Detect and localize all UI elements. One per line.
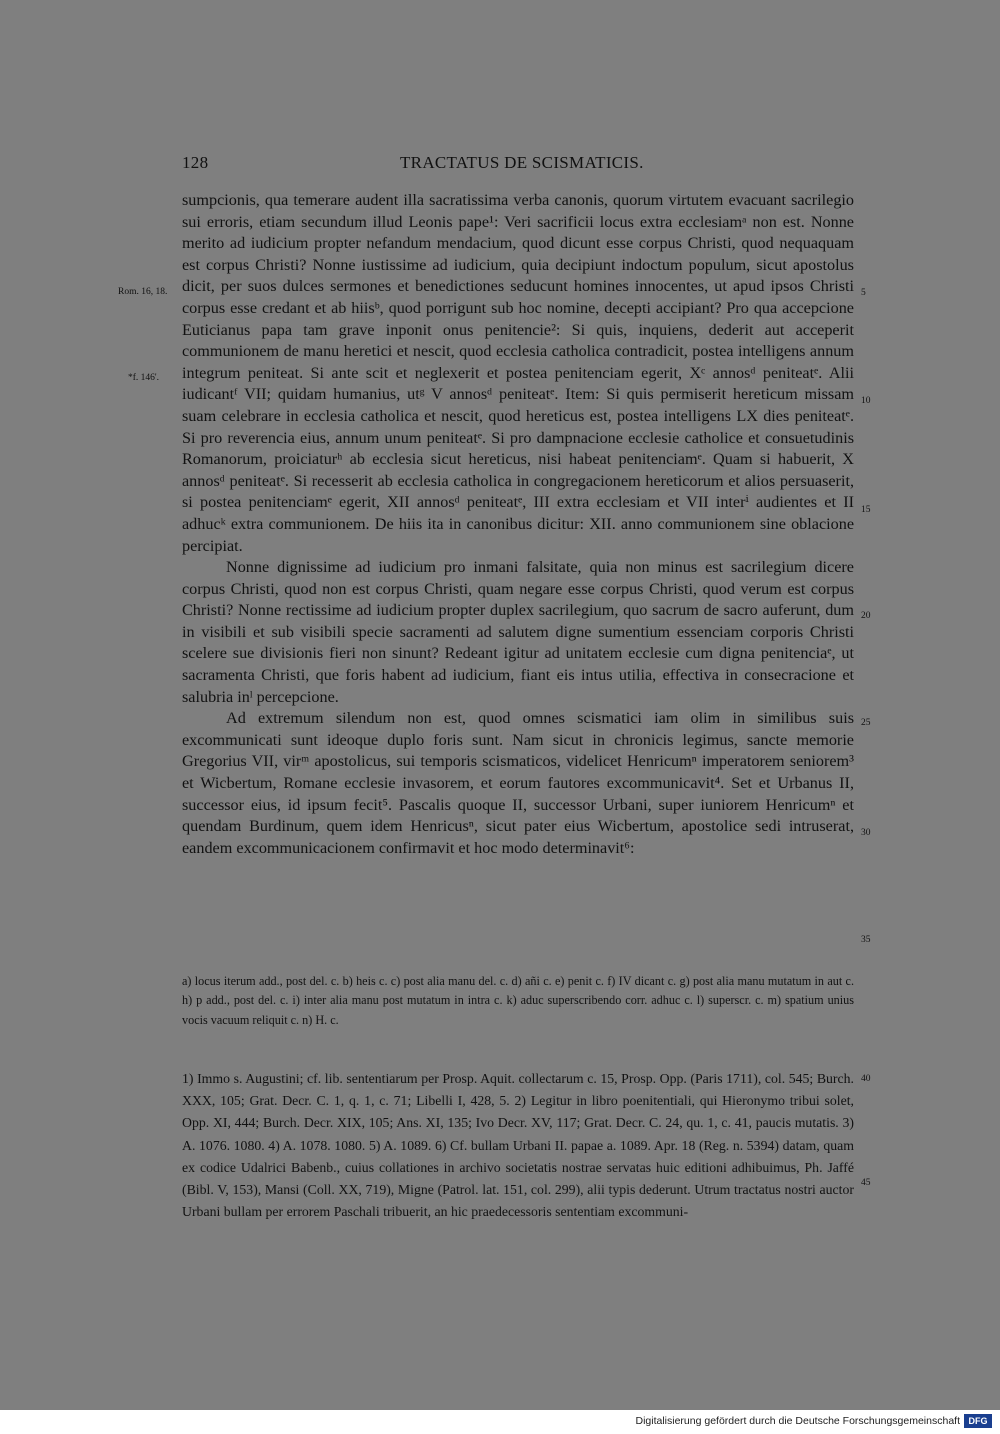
running-title: TRACTATUS DE SCISMATICIS. — [400, 153, 644, 172]
critical-apparatus — [182, 972, 854, 1030]
critical-notes: a) locus iterum add., post del. c. b) heis c. c) post alia manu del. c. d) añi c. e) penit c. f) IV dicant c. g) post alia manu mutatum in aut c. h) p add., post del. c. i) inter alia manu post mutatum in intra c. k) aduc superscribendo corr. adhuc c. l) superscr. c. m) spatium unius vocis vacuum reliquit c. n) H. c. — [182, 974, 854, 1027]
source-notes: 1) Immo s. Augustini; cf. lib. sententiarum per Prosp. Aquit. collectarum c. 15, Prosp. Opp. (Paris 1711), col. 545; Burch. XXX, 105; Grat. Decr. C. 1, q. 1, c. 71; Libelli I, 428, 5. 2) Legitur in libro poenitentiali, qui Hieronymo tribui solet, Opp. XI, 444; Burch. Decr. XIX, 105; Ans. XI, 135; Ivo Decr. XV, 117; Grat. Decr. C. 24, qu. 1, c. 41, paucis mutatis. 3) A. 1076. 1080. 4) A. 1078. 1080. 5) A. 1089. 6) Cf. bullam Urbani II. papae a. 1089. Apr. 18 (Reg. n. 5394) datam, quam ex codice Udalrici Babenb., cuius collationes in archivo societatis nostrae servatas huic editioni adhibuimus, Ph. Jaffé (Bibl. V, 153), Mansi (Coll. XX, 719), Migne (Patrol. lat. 151, col. 299), alii typis dederunt. Utrum tractatus nostri auctor Urbani bullam per errorem Paschali tribuerit, an hic praedecessoris sententiam excommuni- — [182, 1071, 854, 1220]
page-header — [182, 153, 854, 175]
footnote-line-number: 40 — [861, 1074, 871, 1084]
footer-bar — [0, 1410, 1000, 1434]
line-number: 30 — [861, 828, 871, 838]
paragraph: Ad extremum silendum non est, quod omnes scismatici iam olim in similibus suis excommunicati sunt ideoque duplo foris sunt. Nam sicut in chronicis legimus, sancte memorie Gregorius VII, virᵐ apostolicus, sui temporis scismaticos, videlicet Henricumⁿ imperatorem seniorem³ et Wicbertum, Romane ecclesie invasorem, et eorum fautores excommunicavit⁴. Set et Urbanus II, successor eius, id ipsum fecit⁵. Pascalis quoque II, successor Urbani, super iuniorem Henricumⁿ et quendam Burdinum, quem idem Henricusⁿ, sicut pater eius Wicbertum, apostolice sedi intruserat, eandem excommunicacionem confirmavit et hoc modo determinavit⁶: — [182, 709, 854, 857]
line-number: 20 — [861, 611, 871, 621]
margin-note-scripture: Rom. 16, 18. — [118, 287, 168, 297]
dfg-logo: DFG — [964, 1414, 992, 1428]
funding-credit: Digitalisierung gefördert durch die Deutsche Forschungsgemeinschaft — [635, 1415, 960, 1427]
margin-note-folio: *f. 146'. — [128, 373, 160, 383]
paragraph: sumpcionis, qua temerare audent illa sacratissima verba canonis, quorum virtutem evacuant sacrilegio sui erroris, etiam secundum illud Leonis pape¹: Veri sacrificii locus extra ecclesiamᵃ non est. Nonne merito ad iudicium propter nefandum mendacium, quod dicunt esse corpus Christi, quod nequaquam est corpus Christi? Nonne iustissime ad iudicium, quia decipiunt indoctum populum, sicut apostolus dicit, per suos dulces sermones et benedictiones seducunt homines innocentes, ut apud ipsos Christi corpus esse credant et ab hiisᵇ, quod porrigunt sub hoc nomine, decepti accipiant? Pro qua accepcione Euticianus papa tam grave inponit onus penitencie²: Si quis, inquiens, dederit aut acceperit communionem de manu heretici et nescit, quod ecclesia catholica contradicit, postea intelligens annum integrum peniteat. Si ante scit et neglexerit et postea penitenciam egerit, Xᶜ annosᵈ peniteatᵉ. Alii iudicantᶠ VII; quidam humanius, utᵍ V annosᵈ peniteatᵉ. Item: Si quis permiserit hereticum missam suam celebrare in ecclesia catholica et nescit, quod hereticus est, postea intelligens LX dies peniteatᵉ. Si pro reverencia eius, annum unum peniteatᵉ. Si pro dampnacione ecclesie catholice et consuetudinis Romanorum, proiciaturʰ ab ecclesia sicut hereticus, nisi habeat penitenciamᵉ. Quam si habuerit, X annosᵈ peniteatᵉ. Si recesserit ab ecclesia catholica in congregacionem hereticorum et alios persuaserit, si postea penitenciamᵉ egerit, XII annosᵈ peniteatᵉ, III extra ecclesiam et VII interⁱ audientes et II adhucᵏ extra communionem. De hiis ita in canonibus dicitur: XII. anno communionem sine oblacione percipiat. — [182, 191, 854, 555]
source-apparatus — [182, 1068, 854, 1223]
line-number: 5 — [861, 288, 866, 298]
line-number: 35 — [861, 935, 871, 945]
line-number: 10 — [861, 396, 871, 406]
footnote-line-number: 45 — [861, 1178, 871, 1188]
line-number: 25 — [861, 718, 871, 728]
paragraph: Nonne dignissime ad iudicium pro inmani falsitate, quia non minus est sacrilegium dicere corpus Christi, quod non est corpus Christi, quam negare esse corpus Christi, quod verum est corpus Christi? Nonne rectissime ad iudicium propter duplex sacrilegium, quo sacrum de sacro auferunt, dum in visibili et sub visibili specie sacramenti ad salutem digne sumentium essenciam corporis Christi scelere sue divisionis fieri non sinunt? Redeant igitur ad unitatem ecclesie cum digna penitenciaᵉ, ut sacramenta Christi, que foris habent ad iudicium, fiant eis intus utilia, effectiva in consecracione et salubria inˡ percepcione. — [182, 558, 854, 706]
line-number: 15 — [861, 505, 871, 515]
main-text — [182, 190, 854, 859]
page-number: 128 — [182, 153, 209, 172]
